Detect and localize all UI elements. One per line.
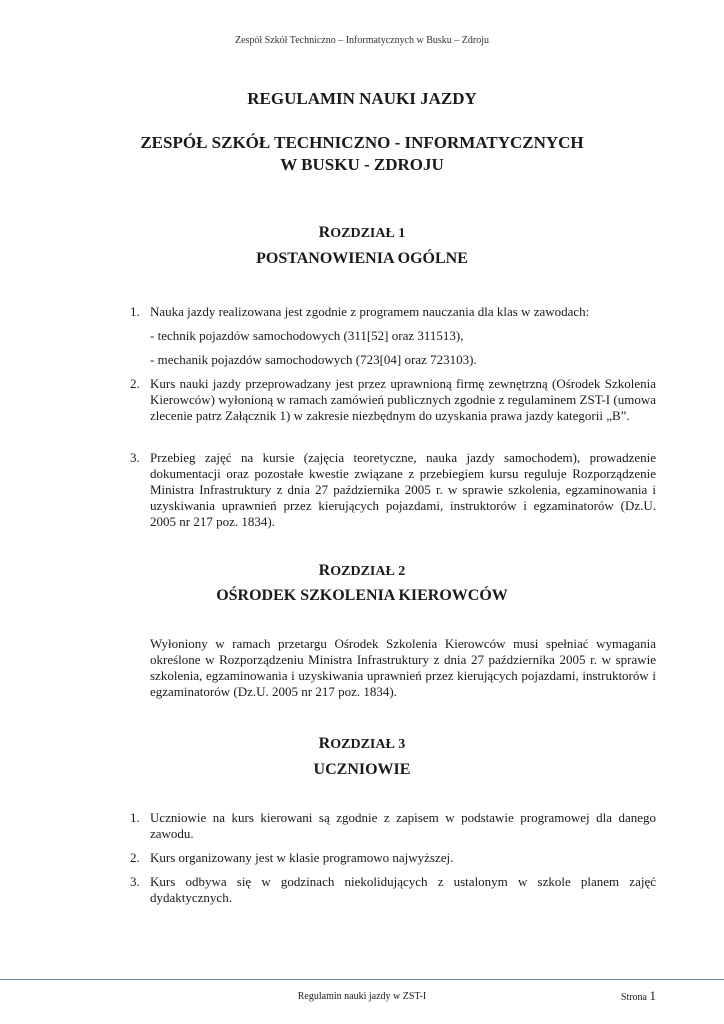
chapter-3-number-cap: R [318,735,331,752]
chapter-3-title: UCZNIOWIE [313,761,411,778]
chapter-1-number-cap: R [318,224,331,241]
chapter-2-title: OŚRODEK SZKOLENIA KIEROWCÓW [216,587,508,604]
footer-page-indicator [621,988,656,1004]
footer-divider [0,979,724,980]
item-text: Kurs odbywa się w godzinach niekolidujących z ustalonym w szkole planem zajęć dydaktycznych. [150,874,656,905]
item-number: 3. [130,874,140,889]
page-header: Zespół Szkół Techniczno – Informatycznych w Busku – Zdroju [234,35,490,46]
chapter-1-subitem-2: - mechanik pojazdów samochodowych (723[04] oraz 723103). [150,352,477,367]
item-text: Przebieg zajęć na kursie (zajęcia teoretyczne, nauka jazdy samochodem), prowadzenie dokumentacji oraz pozostałe kwestie związane z przebiegiem kursu reguluje Rozporządzenie Ministra Infrastruktury z dnia 27 października 2005 r. w sprawie szkolenia, egzaminowania i uzyskiwania uprawnień przez kierujących pojazdami, instruktorów i egzaminatorów (Dz.U. 2005 nr 217 poz. 1834). [150,450,656,529]
item-text: Kurs nauki jazdy przeprowadzany jest przez uprawnioną firmę zewnętrzną (Ośrodek Szkolenia Kierowców) wyłonioną w ramach zamówień publicznych zgodnie z regulaminem ZST-I (umowa zlecenie patrz Załącznik 1) w zakresie niezbędnym do uzyskania prawa jazdy kategorii „B”. [150,376,656,423]
organization-name-line1: ZESPÓŁ SZKÓŁ TECHNICZNO - INFORMATYCZNYCH [140,133,584,152]
chapter-1-subitem-1: - technik pojazdów samochodowych (311[52] oraz 311513), [150,328,464,343]
item-number: 1. [130,304,140,319]
footer-page-number: 1 [649,988,656,1003]
item-number: 1. [130,810,140,825]
organization-name-line2: W BUSKU - ZDROJU [280,155,444,174]
chapter-2-number [0,562,724,580]
document-title: REGULAMIN NAUKI JAZDY [247,89,477,108]
footer-document-name: Regulamin nauki jazdy w ZST-I [297,991,427,1002]
chapter-1-title: POSTANOWIENIA OGÓLNE [256,250,468,267]
item-text: Nauka jazdy realizowana jest zgodnie z programem nauczania dla klas w zawodach: [150,304,590,319]
item-number: 3. [130,450,140,465]
chapter-2-paragraph: Wyłoniony w ramach przetargu Ośrodek Szkolenia Kierowców musi spełniać wymagania określone w Rozporządzeniu Ministra Infrastruktury z dnia 27 października 2005 r. w sprawie szkolenia, egzaminowania i uzyskiwania uprawnień przez kierujących pojazdami, instruktorów i egzaminatorów (Dz.U. 2005 nr 217 poz. 1834). [150,636,656,699]
chapter-2-number-cap: R [318,562,331,579]
chapter-2-number-rest: OZDZIAŁ 2 [330,564,406,579]
chapter-1-number [0,224,724,242]
item-number: 2. [130,376,140,391]
item-number: 2. [130,850,140,865]
item-text: Uczniowie na kurs kierowani są zgodnie z zapisem w podstawie programowej dla danego zawodu. [150,810,656,841]
footer-page-label: Strona [620,992,647,1003]
chapter-3-number-rest: OZDZIAŁ 3 [330,737,406,752]
chapter-1-number-rest: OZDZIAŁ 1 [330,226,406,241]
item-text: Kurs organizowany jest w klasie programowo najwyższej. [150,850,454,865]
chapter-3-number [0,735,724,753]
